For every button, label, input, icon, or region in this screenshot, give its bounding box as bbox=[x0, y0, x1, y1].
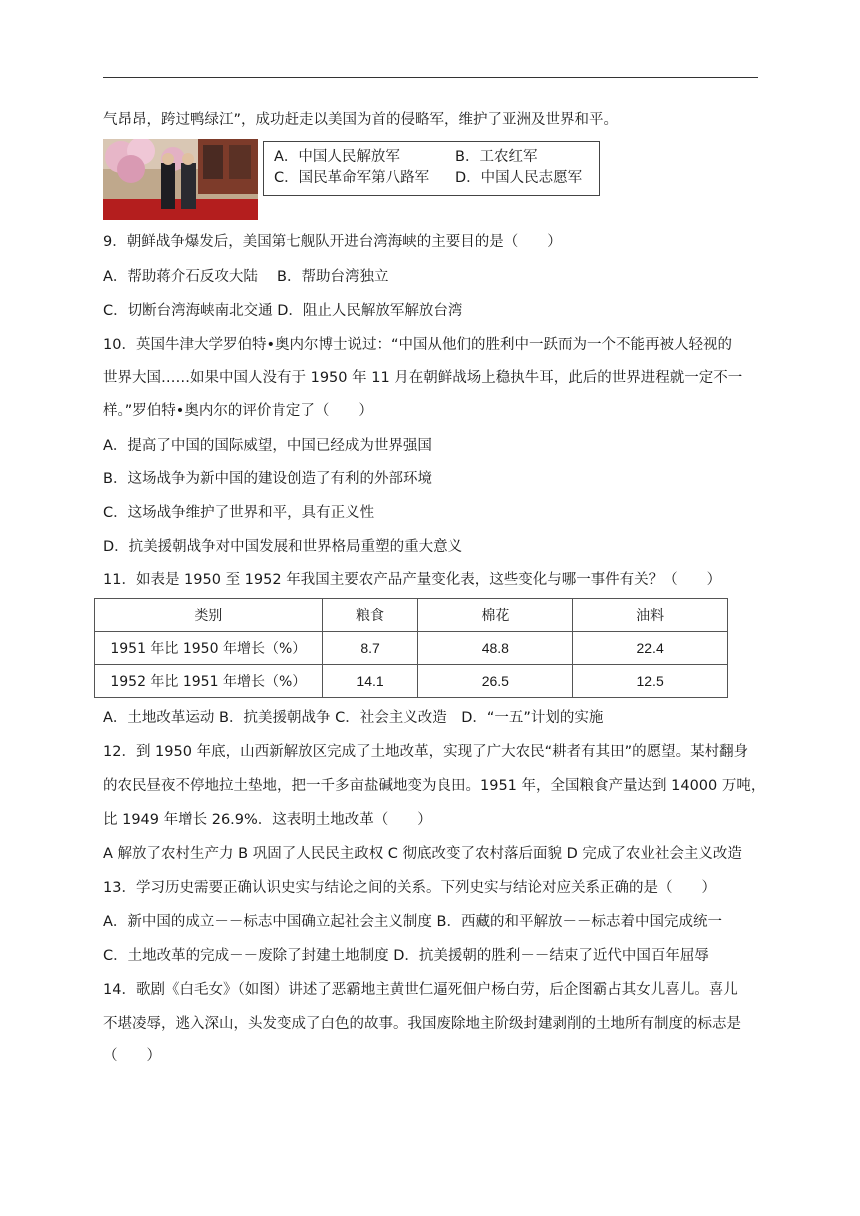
q8-option-d[interactable]: D．中国人民志愿军 bbox=[455, 170, 583, 186]
q8-option-c[interactable]: C．国民革命军第八路军 bbox=[274, 170, 430, 186]
q8-options-box bbox=[263, 141, 600, 196]
table-cell: 12.5 bbox=[573, 665, 728, 698]
q9-options-cd[interactable]: C．切断台湾海峡南北交通 D．阻止人民解放军解放台湾 bbox=[103, 303, 463, 319]
table-header-row bbox=[95, 599, 728, 632]
q10-option-d[interactable]: D．抗美援朝战争对中国发展和世界格局重塑的重大意义 bbox=[103, 539, 463, 555]
q11-options[interactable]: A．土地改革运动 B．抗美援朝战争 C．社会主义改造 D．“一五”计划的实施 bbox=[103, 710, 604, 726]
q8-photo bbox=[103, 139, 258, 220]
q10-stem-line2: 世界大国……如果中国人没有于 1950 年 11 月在朝鲜战场上稳执牛耳，此后的世界进程就一定不一 bbox=[103, 370, 743, 386]
table-cell: 26.5 bbox=[418, 665, 573, 698]
q9-stem: 9．朝鲜战争爆发后，美国第七舰队开进台湾海峡的主要目的是（ ） bbox=[103, 234, 562, 250]
table-cell: 1952 年比 1951 年增长（%） bbox=[95, 665, 323, 698]
q9-options-ab[interactable]: A．帮助蒋介石反攻大陆 B．帮助台湾独立 bbox=[103, 269, 389, 285]
q10-option-b[interactable]: B．这场战争为新中国的建设创造了有利的外部环境 bbox=[103, 471, 432, 487]
q10-stem-line1: 10．英国牛津大学罗伯特•奥内尔博士说过：“中国从他们的胜利中一跃而为一个不能再被人轻视的 bbox=[103, 337, 733, 353]
table-row bbox=[95, 632, 728, 665]
q13-stem: 13．学习历史需要正确认识史实与结论之间的关系。下列史实与结论对应关系正确的是（ ） bbox=[103, 880, 716, 896]
q11-table bbox=[94, 598, 728, 698]
table-cell: 14.1 bbox=[322, 665, 418, 698]
q14-stem-line3: （ ） bbox=[103, 1048, 161, 1064]
table-header: 棉花 bbox=[418, 599, 573, 632]
q13-options-ab[interactable]: A．新中国的成立－－标志中国确立起社会主义制度 B．西藏的和平解放－－标志着中国完成统一 bbox=[103, 914, 722, 930]
table-cell: 22.4 bbox=[573, 632, 728, 665]
table-cell: 1951 年比 1950 年增长（%） bbox=[95, 632, 323, 665]
table-header: 类别 bbox=[95, 599, 323, 632]
q11-stem: 11．如表是 1950 至 1952 年我国主要农产品产量变化表，这些变化与哪一事件有关？（ ） bbox=[103, 572, 722, 588]
q12-stem-line2: 的农民昼夜不停地拉土垫地，把一千多亩盐碱地变为良田。1951 年，全国粮食产量达到 14000 万吨， bbox=[103, 778, 766, 794]
q13-options-cd[interactable]: C．土地改革的完成－－废除了封建土地制度 D．抗美援朝的胜利－－结束了近代中国百年屈辱 bbox=[103, 948, 709, 964]
header-rule bbox=[103, 77, 758, 78]
q8-option-b[interactable]: B．工农红军 bbox=[455, 149, 538, 165]
q10-option-c[interactable]: C．这场战争维护了世界和平，具有正义性 bbox=[103, 505, 375, 521]
table-header: 粮食 bbox=[322, 599, 418, 632]
table-row bbox=[95, 665, 728, 698]
q10-option-a[interactable]: A．提高了中国的国际威望，中国已经成为世界强国 bbox=[103, 438, 432, 454]
table-header: 油料 bbox=[573, 599, 728, 632]
q12-stem-line1: 12．到 1950 年底，山西新解放区完成了土地改革，实现了广大农民“耕者有其田”的愿望。某村翻身 bbox=[103, 744, 749, 760]
q12-stem-line3: 比 1949 年增长 26.9%．这表明土地改革（ ） bbox=[103, 812, 432, 828]
q8-stem-tail: 气昂昂，跨过鸭绿江”，成功赶走以美国为首的侵略军，维护了亚洲及世界和平。 bbox=[103, 112, 619, 128]
q8-option-a[interactable]: A．中国人民解放军 bbox=[274, 149, 400, 165]
table-cell: 48.8 bbox=[418, 632, 573, 665]
q12-options[interactable]: A 解放了农村生产力 B 巩固了人民民主政权 C 彻底改变了农村落后面貌 D 完成了农业社会主义改造 bbox=[103, 846, 742, 862]
table-cell: 8.7 bbox=[322, 632, 418, 665]
q14-stem-line2: 不堪凌辱，逃入深山，头发变成了白色的故事。我国废除地主阶级封建剥削的土地所有制度的标志是 bbox=[103, 1016, 741, 1032]
q10-stem-line3: 样。”罗伯特•奥内尔的评价肯定了（ ） bbox=[103, 403, 373, 419]
q14-stem-line1: 14．歌剧《白毛女》（如图）讲述了恶霸地主黄世仁逼死佃户杨白劳，后企图霸占其女儿喜儿。喜儿 bbox=[103, 982, 738, 998]
